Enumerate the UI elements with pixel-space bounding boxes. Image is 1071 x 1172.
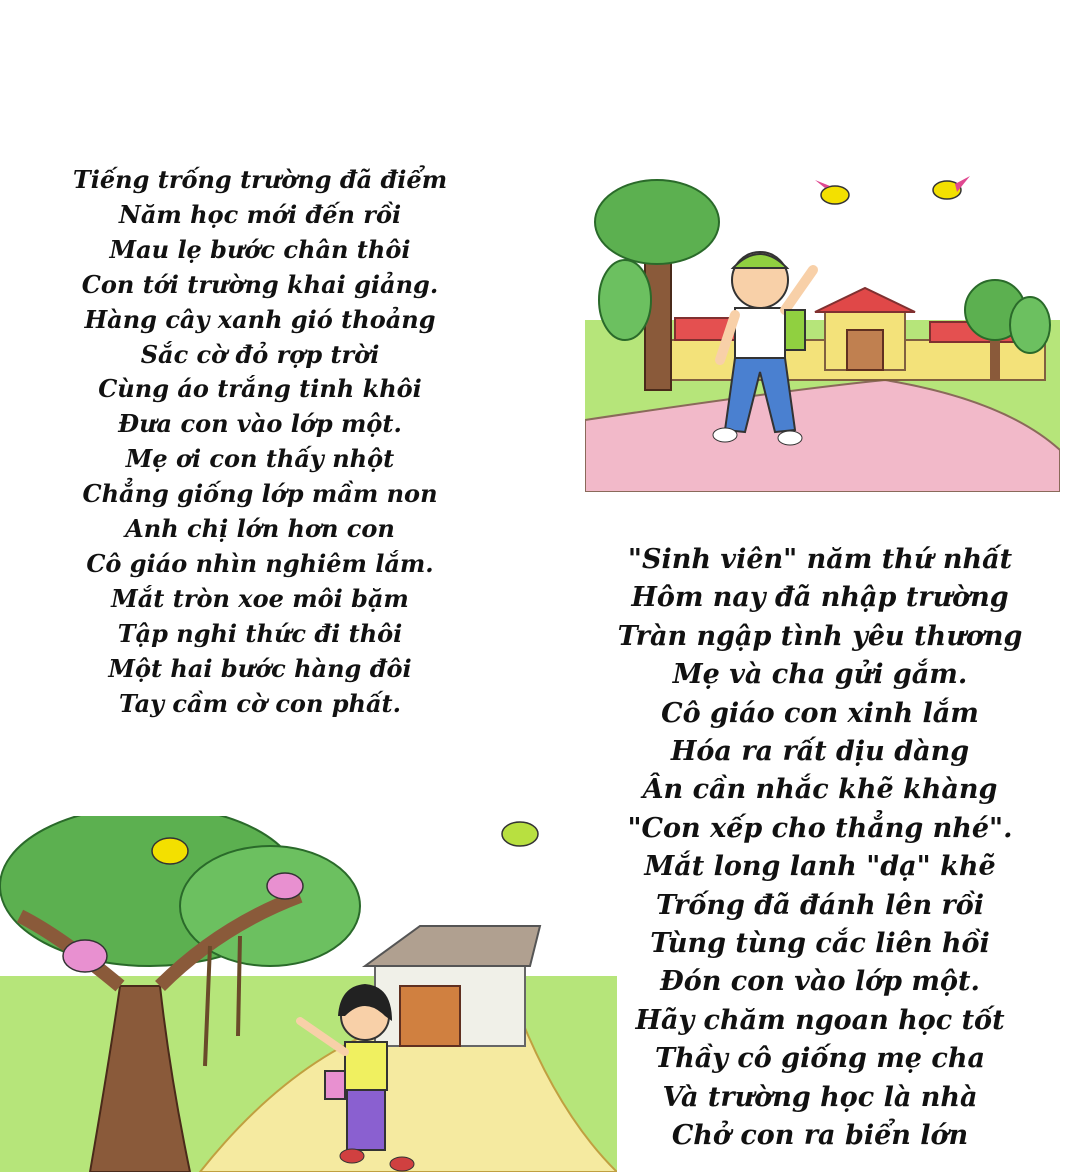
poem-left-line: Đưa con vào lớp một. (118, 409, 402, 439)
poem-right-line: Trống đã đánh lên rồi (655, 889, 985, 921)
poem-right-line: Hóa ra rất dịu dàng (670, 736, 970, 768)
poem-right-line: Tùng tùng cắc liên hồi (650, 928, 990, 960)
poem-left-line: Anh chị lớn hơn con (125, 514, 395, 544)
poem-left-line: Mẹ ơi con thấy nhột (125, 444, 395, 474)
poem-right-line: "Sinh viên" năm thứ nhất (627, 544, 1013, 575)
poem-right-line: Đón con vào lớp một. (660, 966, 980, 998)
poem-right-line: Mắt long lanh "dạ" khẽ (644, 851, 996, 883)
poem-left-line: Cùng áo trắng tinh khôi (98, 374, 422, 404)
poem-right-line: Thầy cô giống mẹ cha (655, 1043, 985, 1075)
boy-walking-to-school-illustration (585, 160, 1060, 492)
poem-right-line: Chở con ra biển lớn (671, 1120, 969, 1152)
poem-right-line: Tràn ngập tình yêu thương (617, 620, 1023, 652)
poem-right-line: Và trường học là nhà (662, 1081, 978, 1113)
poem-right-line: "Con xếp cho thẳng nhé". (627, 812, 1013, 844)
poem-right-line: Mẹ và cha gửi gắm. (672, 659, 968, 691)
poem-left-line: Tiếng trống trường đã điểm (72, 165, 448, 194)
poem-right-line: Hôm nay đã nhập trường (631, 582, 1009, 614)
poem-left-line: Mắt tròn xoe môi bặm (111, 583, 409, 613)
poem-left-line: Tập nghi thức đi thôi (117, 618, 403, 648)
girl-under-banyan-tree-illustration (0, 816, 617, 1172)
poem-right-line: Hãy chăm ngoan học tốt (635, 1004, 1005, 1036)
poem-left-line: Năm học mới đến rồi (118, 199, 402, 229)
poem-left-line: Con tới trường khai giảng. (81, 269, 439, 299)
poem-right-line: Ân cần nhắc khẽ khàng (642, 774, 998, 806)
poem-left-line: Sắc cờ đỏ rợp trời (140, 339, 380, 369)
poem-left-line: Chẳng giống lớp mầm non (82, 479, 438, 509)
poem-left-line: Hàng cây xanh gió thoảng (84, 304, 436, 334)
poem-left-line: Mau lẹ bước chân thôi (109, 234, 411, 264)
poem-right (590, 541, 1050, 1156)
poem-left-line: Cô giáo nhìn nghiêm lắm. (86, 548, 434, 578)
poem-right-line: Cô giáo con xinh lắm (661, 697, 979, 729)
poem-left-line: Tay cầm cờ con phất. (119, 688, 401, 718)
poem-left (20, 163, 500, 722)
poem-left-line: Một hai bước hàng đôi (108, 653, 412, 683)
